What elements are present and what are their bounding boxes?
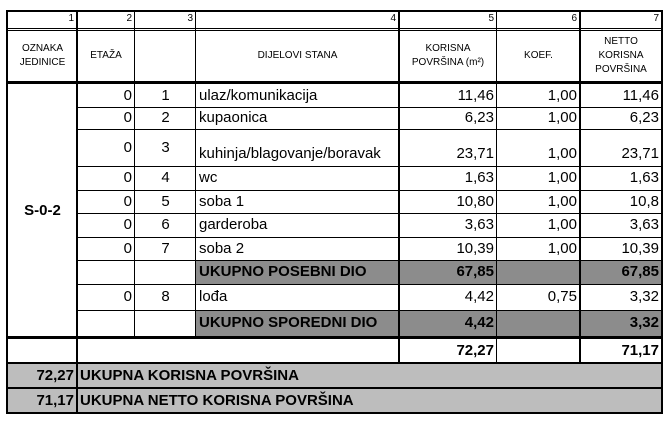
col-label-unit: OZNAKA JEDINICE — [19, 43, 66, 68]
room-number: 4 — [161, 169, 170, 186]
room-number: 3 — [161, 139, 170, 156]
floor-cell: 0 — [123, 87, 132, 104]
coef-cell: 1,00 — [547, 193, 577, 210]
subtotal-secondary-area: 4,42 — [464, 314, 494, 331]
subtotal-secondary-net: 3,32 — [629, 314, 659, 331]
summary-net-label: UKUPNA NETTO KORISNA POVRŠINA — [80, 392, 354, 409]
col-label-coef: KOEF. — [524, 50, 553, 61]
net-area-cell: 11,46 — [622, 87, 659, 104]
area-cell: 11,46 — [457, 87, 494, 104]
col-number-2: 2 — [126, 13, 132, 24]
unit-label: S-0-2 — [24, 201, 61, 219]
subtotal-main-label: UKUPNO POSEBNI DIO — [199, 263, 367, 280]
floor-cell: 0 — [123, 193, 132, 210]
floor-cell: 0 — [123, 216, 132, 233]
room-number: 1 — [161, 87, 170, 104]
col-label-parts: DIJELOVI STANA — [257, 50, 338, 61]
coef-cell: 1,00 — [547, 216, 577, 233]
area-cell: 6,23 — [464, 109, 494, 126]
net-area-cell: 23,71 — [621, 145, 659, 162]
total-area: 72,27 — [456, 342, 494, 359]
room-name: kuhinja/blagovanje/boravak — [199, 145, 381, 162]
net-area-cell: 3,63 — [629, 216, 659, 233]
col-number-5: 5 — [488, 13, 494, 24]
floor-cell: 0 — [123, 169, 132, 186]
col-number-6: 6 — [571, 13, 577, 24]
subtotal-secondary-label: UKUPNO SPOREDNI DIO — [199, 314, 378, 331]
room-number: 8 — [161, 288, 170, 305]
room-number: 7 — [161, 240, 170, 257]
floor-cell: 0 — [123, 139, 132, 156]
room-name: kupaonica — [199, 109, 268, 126]
coef-cell: 1,00 — [547, 145, 577, 162]
net-area-cell: 1,63 — [629, 169, 659, 186]
coef-cell: 0,75 — [547, 288, 577, 305]
floor-cell: 0 — [123, 288, 132, 305]
room-number: 5 — [161, 193, 170, 210]
col-number-3: 3 — [187, 13, 193, 24]
subtotal-secondary-coef-bg — [497, 310, 580, 336]
area-cell: 4,42 — [464, 288, 494, 305]
subtotal-main-coef-bg — [497, 260, 580, 284]
coef-cell: 1,00 — [547, 240, 577, 257]
col-label-floor: ETAŽA — [90, 50, 122, 61]
room-name: garderoba — [199, 216, 268, 233]
room-number: 2 — [161, 109, 170, 126]
room-name: ulaz/komunikacija — [199, 87, 318, 104]
area-cell: 10,80 — [456, 193, 494, 210]
room-number: 6 — [161, 216, 170, 233]
coef-cell: 1,00 — [547, 169, 577, 186]
col-label-usable-area: KORISNA POVRŠINA (m²) — [411, 43, 485, 68]
col-number-4: 4 — [390, 13, 396, 24]
room-name: lođa — [199, 288, 228, 305]
coef-cell: 1,00 — [547, 109, 577, 126]
area-cell: 3,63 — [464, 216, 494, 233]
coef-cell: 1,00 — [547, 87, 577, 104]
col-label-net-area: NETTO KORISNA POVRŠINA — [595, 36, 647, 75]
area-cell: 23,71 — [456, 145, 494, 162]
net-area-cell: 10,8 — [629, 193, 659, 210]
net-area-cell: 10,39 — [621, 240, 659, 257]
room-name: wc — [199, 169, 218, 186]
floor-cell: 0 — [123, 240, 132, 257]
area-cell: 1,63 — [464, 169, 494, 186]
summary-net-value: 71,17 — [36, 392, 74, 409]
col-number-7: 7 — [653, 13, 659, 24]
room-name: soba 2 — [199, 240, 245, 257]
net-area-cell: 3,32 — [629, 288, 659, 305]
net-area-cell: 6,23 — [629, 109, 659, 126]
summary-total-value: 72,27 — [36, 367, 74, 384]
floor-cell: 0 — [123, 109, 132, 126]
total-net-area: 71,17 — [621, 342, 659, 359]
summary-total-label: UKUPNA KORISNA POVRŠINA — [80, 367, 299, 384]
area-cell: 10,39 — [456, 240, 494, 257]
subtotal-main-net: 67,85 — [621, 263, 659, 280]
subtotal-main-area: 67,85 — [456, 263, 494, 280]
col-number-1: 1 — [68, 13, 74, 24]
room-name: soba 1 — [199, 193, 245, 210]
